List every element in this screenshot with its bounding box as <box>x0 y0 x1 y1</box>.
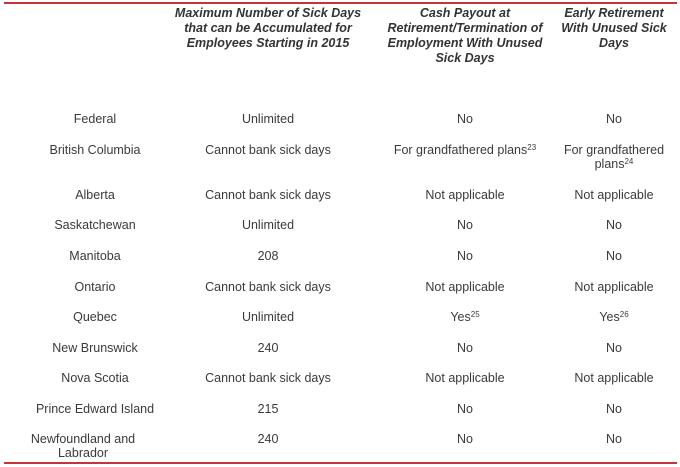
max-days-cell: Cannot bank sick days <box>205 371 331 385</box>
early-retirement-cell: Not applicable <box>574 371 654 385</box>
early-retirement-cell: For grandfathered plans$^{24}$ <box>563 143 665 171</box>
max-days-cell: Cannot bank sick days <box>205 280 331 294</box>
cash-payout-cell: Not applicable <box>425 280 505 294</box>
footnote-ref: 23 <box>527 143 537 152</box>
cash-payout-cell: Not applicable <box>425 371 505 385</box>
jurisdiction-cell: Newfoundland and Labrador <box>30 432 136 460</box>
footnote-ref: 25 <box>470 310 480 319</box>
jurisdiction-cell: British Columbia <box>49 143 141 157</box>
header-early-retirement: Early Retirement With Unused Sick Days <box>561 6 667 50</box>
max-days-cell: Cannot bank sick days <box>205 143 331 157</box>
header-max-sick-days: Maximum Number of Sick Days that can be Accumulated for Employees Starting in 2015 <box>174 6 362 50</box>
max-days-cell: 215 <box>257 402 279 416</box>
jurisdiction-cell: Alberta <box>75 188 115 202</box>
early-retirement-cell: No <box>606 341 622 355</box>
cash-payout-cell: Not applicable <box>425 188 505 202</box>
jurisdiction-cell: New Brunswick <box>52 341 138 355</box>
max-days-cell: 208 <box>257 249 279 263</box>
max-days-cell: Unlimited <box>241 112 295 126</box>
early-retirement-cell: Not applicable <box>574 188 654 202</box>
cash-payout-cell: For grandfathered plans$^{23}$ <box>393 143 537 157</box>
cash-payout-cell: Yes$^{25}$ <box>450 310 480 324</box>
bottom-rule <box>4 462 677 464</box>
early-retirement-cell: Not applicable <box>574 280 654 294</box>
early-retirement-cell: No <box>606 112 622 126</box>
early-retirement-cell: Yes$^{26}$ <box>599 310 629 324</box>
cash-payout-cell: No <box>457 432 473 446</box>
footnote-ref: 24 <box>624 157 634 166</box>
early-retirement-cell: No <box>606 402 622 416</box>
max-days-cell: 240 <box>257 341 279 355</box>
footnote-ref: 26 <box>619 310 629 319</box>
top-rule <box>4 2 677 4</box>
cash-payout-cell: No <box>457 112 473 126</box>
max-days-cell: Unlimited <box>241 310 295 324</box>
early-retirement-cell: No <box>606 432 622 446</box>
jurisdiction-cell: Ontario <box>74 280 116 294</box>
jurisdiction-cell: Federal <box>73 112 117 126</box>
jurisdiction-cell: Saskatchewan <box>54 218 136 232</box>
jurisdiction-cell: Quebec <box>73 310 117 324</box>
max-days-cell: Unlimited <box>241 218 295 232</box>
cash-payout-cell: No <box>457 218 473 232</box>
cash-payout-cell: No <box>457 249 473 263</box>
early-retirement-cell: No <box>606 249 622 263</box>
max-days-cell: Cannot bank sick days <box>205 188 331 202</box>
early-retirement-cell: No <box>606 218 622 232</box>
jurisdiction-cell: Prince Edward Island <box>35 402 155 416</box>
header-cash-payout: Cash Payout at Retirement/Termination of Employment With Unused Sick Days <box>387 6 543 65</box>
cash-payout-cell: No <box>457 341 473 355</box>
cash-payout-cell: No <box>457 402 473 416</box>
max-days-cell: 240 <box>257 432 279 446</box>
jurisdiction-cell: Nova Scotia <box>61 371 129 385</box>
jurisdiction-cell: Manitoba <box>69 249 121 263</box>
